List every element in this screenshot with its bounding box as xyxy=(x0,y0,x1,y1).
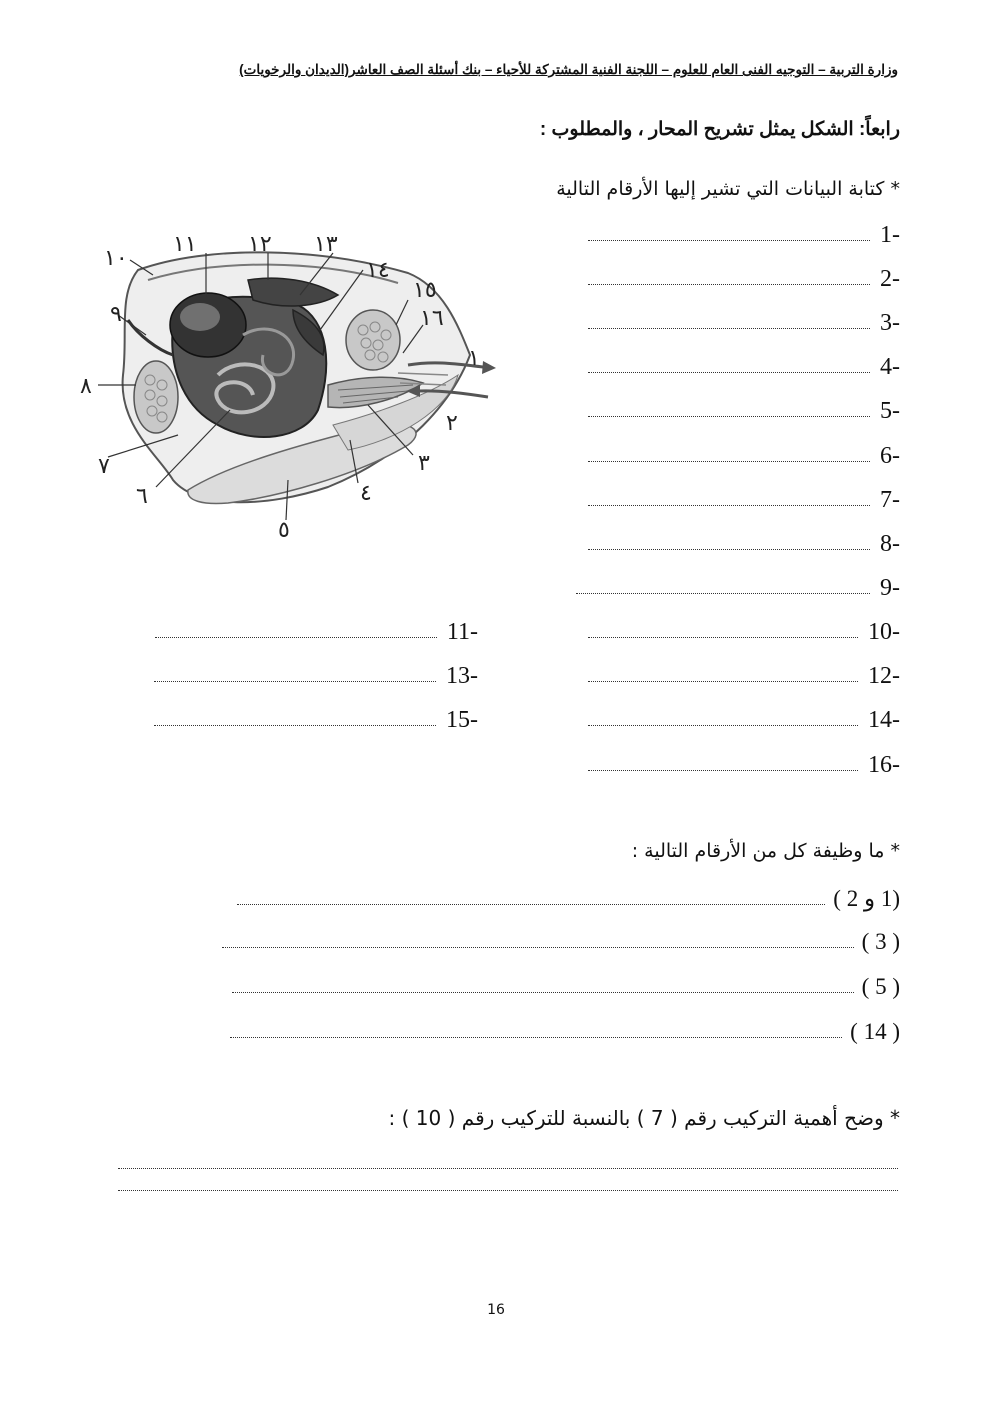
function-code: ( 14 ) xyxy=(850,1019,900,1044)
diagram-label-16: ١٦ xyxy=(420,306,444,331)
label-row-16 xyxy=(588,750,900,780)
function-row-5 xyxy=(232,970,900,1004)
anterior-adductor-muscle xyxy=(134,361,178,433)
answer-blank[interactable] xyxy=(588,416,870,417)
label-number: 9- xyxy=(880,574,900,601)
label-row-14 xyxy=(588,705,900,735)
answer-blank[interactable] xyxy=(588,372,870,373)
answer-blank[interactable] xyxy=(588,549,870,550)
label-number: 14- xyxy=(868,706,900,733)
answer-blank[interactable] xyxy=(232,992,854,993)
function-code: ( 3 ) xyxy=(861,929,900,954)
answer-line-1[interactable] xyxy=(118,1168,898,1169)
label-row-5 xyxy=(588,396,900,426)
function-code: ( 5 ) xyxy=(861,974,900,999)
label-number: 8- xyxy=(880,530,900,557)
diagram-label-11: ١١ xyxy=(173,232,197,257)
answer-blank[interactable] xyxy=(588,284,870,285)
answer-blank[interactable] xyxy=(230,1037,842,1038)
diagram-label-3: ٣ xyxy=(418,451,430,476)
answer-line-2[interactable] xyxy=(118,1190,898,1191)
clam-anatomy-diagram xyxy=(78,225,498,545)
label-number: 13- xyxy=(446,662,478,689)
label-row-3 xyxy=(588,308,900,338)
answer-blank[interactable] xyxy=(588,328,870,329)
answer-blank[interactable] xyxy=(588,461,870,462)
label-number: 4- xyxy=(880,353,900,380)
label-row-7 xyxy=(588,485,900,515)
answer-blank[interactable] xyxy=(588,725,858,726)
page-number: 16 xyxy=(487,1302,505,1318)
label-row-15 xyxy=(154,705,478,735)
diagram-label-1: ١ xyxy=(468,346,480,371)
page-header: وزارة التربية – التوجيه الفنى العام للعلوم – اللجنة الفنية المشتركة للأحياء – بنك أسئلة الصف العاشر(الديدان والرخويات) xyxy=(239,62,898,77)
diagram-label-15: ١٥ xyxy=(413,278,437,303)
function-code: (1 و 2 ) xyxy=(833,886,900,911)
label-number: 10- xyxy=(868,618,900,645)
function-row-1-2 xyxy=(237,882,900,916)
label-number: 7- xyxy=(880,486,900,513)
answer-blank[interactable] xyxy=(588,240,870,241)
posterior-adductor-muscle xyxy=(346,310,400,370)
label-number: 3- xyxy=(880,309,900,336)
label-number: 1- xyxy=(880,221,900,248)
diagram-label-8: ٨ xyxy=(80,374,92,399)
function-row-14 xyxy=(230,1015,900,1049)
answer-blank[interactable] xyxy=(588,681,858,682)
label-row-13 xyxy=(154,661,478,691)
answer-blank[interactable] xyxy=(588,770,858,771)
function-row-3 xyxy=(222,925,900,959)
label-row-4 xyxy=(588,352,900,382)
instruction-functions: * ما وظيفة كل من الأرقام التالية : xyxy=(631,840,900,862)
diagram-label-9: ٩ xyxy=(110,302,122,327)
label-number: 16- xyxy=(868,751,900,778)
diagram-label-2: ٢ xyxy=(446,411,458,436)
diagram-label-14: ١٤ xyxy=(366,258,390,283)
label-number: 5- xyxy=(880,397,900,424)
answer-blank[interactable] xyxy=(588,637,858,638)
label-row-6 xyxy=(588,441,900,471)
diagram-label-12: ١٢ xyxy=(248,232,272,257)
section-title: رابعاً: الشكل يمثل تشريح المحار ، والمطلوب : xyxy=(539,119,900,140)
diagram-label-4: ٤ xyxy=(360,481,372,506)
diagram-label-13: ١٣ xyxy=(314,232,338,257)
label-row-12 xyxy=(588,661,900,691)
answer-blank[interactable] xyxy=(222,947,854,948)
label-row-9 xyxy=(576,573,900,603)
answer-blank[interactable] xyxy=(154,681,436,682)
label-number: 12- xyxy=(868,662,900,689)
answer-blank[interactable] xyxy=(576,593,870,594)
instruction-labels: * كتابة البيانات التي تشير إليها الأرقام التالية xyxy=(556,178,900,200)
label-number: 11- xyxy=(446,618,478,645)
label-number: 2- xyxy=(880,265,900,292)
instruction-importance: * وضح أهمية التركيب رقم ( 7 ) بالنسبة للتركيب رقم ( 10 ) : xyxy=(388,1106,900,1130)
answer-blank[interactable] xyxy=(588,505,870,506)
label-row-8 xyxy=(588,529,900,559)
answer-blank[interactable] xyxy=(154,725,436,726)
label-row-2 xyxy=(588,264,900,294)
diagram-label-10: ١٠ xyxy=(104,246,128,271)
diagram-label-7: ٧ xyxy=(98,454,110,479)
label-number: 6- xyxy=(880,442,900,469)
label-number: 15- xyxy=(446,706,478,733)
answer-blank[interactable] xyxy=(237,904,825,905)
diagram-label-6: ٦ xyxy=(136,484,148,509)
answer-blank[interactable] xyxy=(155,637,437,638)
label-row-10 xyxy=(588,617,900,647)
label-row-1 xyxy=(588,220,900,250)
label-row-11 xyxy=(155,617,478,647)
diagram-label-5: ٥ xyxy=(278,518,290,543)
